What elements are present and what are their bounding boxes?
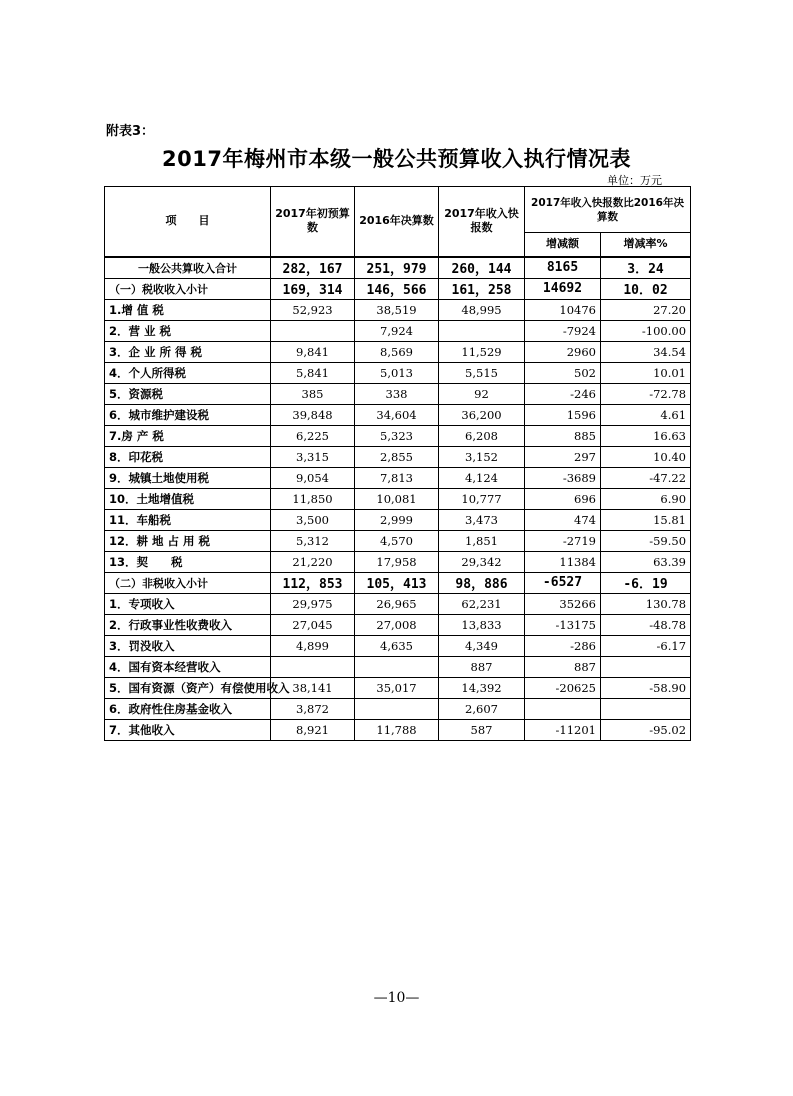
actual-2016-cell (355, 656, 439, 677)
diff-cell (525, 698, 601, 719)
table-row (105, 299, 691, 320)
rate-cell: 10.01 (601, 362, 691, 383)
rate-cell: -59.50 (601, 530, 691, 551)
unit-label: 单位：万元 (607, 174, 662, 187)
row-label: 1.增 值 税 (105, 299, 271, 320)
row-label: 2．营 业 税 (105, 320, 271, 341)
flash-cell: 6,208 (439, 425, 525, 446)
actual-2016-cell (355, 698, 439, 719)
budget-cell: 29,975 (271, 593, 355, 614)
diff-cell: 35266 (525, 593, 601, 614)
actual-2016-cell: 26,965 (355, 593, 439, 614)
actual-2016-cell: 17,958 (355, 551, 439, 572)
flash-cell: 98，886 (439, 572, 525, 593)
table-row (105, 698, 691, 719)
budget-cell (271, 320, 355, 341)
rate-cell: 6.90 (601, 488, 691, 509)
row-label: 5．资源税 (105, 383, 271, 404)
rate-cell: 34.54 (601, 341, 691, 362)
table-row (105, 614, 691, 635)
actual-2016-cell: 251，979 (355, 257, 439, 279)
rate-cell: -6.17 (601, 635, 691, 656)
row-label: 10．土地增值税 (105, 488, 271, 509)
flash-cell: 3,473 (439, 509, 525, 530)
table-row (105, 719, 691, 740)
flash-cell: 29,342 (439, 551, 525, 572)
header-actual-2016: 2016年决算数 (355, 187, 439, 257)
rate-cell: 16.63 (601, 425, 691, 446)
diff-cell: -7924 (525, 320, 601, 341)
appendix-label: 附表3： (106, 124, 155, 139)
row-label: 6．政府性住房基金收入 (105, 698, 271, 719)
rate-cell: -6．19 (601, 572, 691, 593)
flash-cell: 92 (439, 383, 525, 404)
row-label: 3．企 业 所 得 税 (105, 341, 271, 362)
diff-cell: 474 (525, 509, 601, 530)
budget-cell: 5,841 (271, 362, 355, 383)
diff-cell: 887 (525, 656, 601, 677)
diff-cell: -2719 (525, 530, 601, 551)
diff-cell: 2960 (525, 341, 601, 362)
actual-2016-cell: 338 (355, 383, 439, 404)
table-row (105, 320, 691, 341)
actual-2016-cell: 10,081 (355, 488, 439, 509)
flash-cell: 161，258 (439, 278, 525, 299)
flash-cell: 2,607 (439, 698, 525, 719)
row-label: 12．耕 地 占 用 税 (105, 530, 271, 551)
actual-2016-cell: 146，566 (355, 278, 439, 299)
flash-cell: 36,200 (439, 404, 525, 425)
budget-cell: 3,872 (271, 698, 355, 719)
actual-2016-cell: 2,855 (355, 446, 439, 467)
actual-2016-cell: 8,569 (355, 341, 439, 362)
table-row (105, 467, 691, 488)
header-item: 项 目 (105, 187, 271, 257)
rate-cell: -72.78 (601, 383, 691, 404)
row-label: 3．罚没收入 (105, 635, 271, 656)
diff-cell: 297 (525, 446, 601, 467)
table-row (105, 656, 691, 677)
rate-cell: -48.78 (601, 614, 691, 635)
row-label: 9．城镇土地使用税 (105, 467, 271, 488)
rate-cell: -47.22 (601, 467, 691, 488)
flash-cell: 3,152 (439, 446, 525, 467)
diff-cell: -11201 (525, 719, 601, 740)
flash-cell: 11,529 (439, 341, 525, 362)
row-label: （一）税收收入小计 (105, 278, 271, 299)
header-rate: 增减率% (601, 233, 691, 257)
rate-cell: -100.00 (601, 320, 691, 341)
revenue-table (104, 186, 691, 741)
diff-cell: -6527 (525, 572, 601, 593)
budget-cell: 52,923 (271, 299, 355, 320)
row-label: 2．行政事业性收费收入 (105, 614, 271, 635)
diff-cell: 1596 (525, 404, 601, 425)
diff-cell: -20625 (525, 677, 601, 698)
table-row (105, 425, 691, 446)
row-label: 6．城市维护建设税 (105, 404, 271, 425)
actual-2016-cell: 7,924 (355, 320, 439, 341)
table-row (105, 572, 691, 593)
flash-cell: 887 (439, 656, 525, 677)
flash-cell: 13,833 (439, 614, 525, 635)
diff-cell: -246 (525, 383, 601, 404)
budget-cell: 385 (271, 383, 355, 404)
row-label: 11．车船税 (105, 509, 271, 530)
flash-cell: 587 (439, 719, 525, 740)
flash-cell (439, 320, 525, 341)
table-row (105, 551, 691, 572)
rate-cell: 10.40 (601, 446, 691, 467)
budget-cell: 3,315 (271, 446, 355, 467)
budget-cell: 6,225 (271, 425, 355, 446)
actual-2016-cell: 38,519 (355, 299, 439, 320)
row-label: 7.房 产 税 (105, 425, 271, 446)
budget-cell: 9,054 (271, 467, 355, 488)
table-row (105, 530, 691, 551)
flash-cell: 62,231 (439, 593, 525, 614)
actual-2016-cell: 2,999 (355, 509, 439, 530)
table-body (105, 257, 691, 741)
diff-cell: -286 (525, 635, 601, 656)
budget-cell: 8,921 (271, 719, 355, 740)
actual-2016-cell: 5,323 (355, 425, 439, 446)
row-label: 5．国有资源（资产）有偿使用收入 (105, 677, 271, 698)
row-label: 4．国有资本经营收入 (105, 656, 271, 677)
row-label: 8．印花税 (105, 446, 271, 467)
table-row (105, 257, 691, 279)
diff-cell: -13175 (525, 614, 601, 635)
budget-cell: 3,500 (271, 509, 355, 530)
header-comparison-group: 2017年收入快报数比2016年决算数 (525, 187, 691, 233)
row-label: 一般公共算收入合计 (105, 257, 271, 279)
budget-cell: 38,141 (271, 677, 355, 698)
header-flash: 2017年收入快报数 (439, 187, 525, 257)
budget-cell: 169，314 (271, 278, 355, 299)
row-label: 7．其他收入 (105, 719, 271, 740)
actual-2016-cell: 35,017 (355, 677, 439, 698)
flash-cell: 1,851 (439, 530, 525, 551)
actual-2016-cell: 34,604 (355, 404, 439, 425)
actual-2016-cell: 5,013 (355, 362, 439, 383)
row-label: 13．契 税 (105, 551, 271, 572)
flash-cell: 260，144 (439, 257, 525, 279)
rate-cell: 10．02 (601, 278, 691, 299)
rate-cell: 130.78 (601, 593, 691, 614)
budget-cell: 5,312 (271, 530, 355, 551)
table-row (105, 488, 691, 509)
rate-cell: -58.90 (601, 677, 691, 698)
diff-cell: 885 (525, 425, 601, 446)
rate-cell: 3．24 (601, 257, 691, 279)
table-row (105, 635, 691, 656)
table-row (105, 509, 691, 530)
header-budget: 2017年初预算数 (271, 187, 355, 257)
diff-cell: 10476 (525, 299, 601, 320)
budget-cell: 27,045 (271, 614, 355, 635)
page-title: 2017年梅州市本级一般公共预算收入执行情况表 (162, 147, 631, 171)
rate-cell: 27.20 (601, 299, 691, 320)
actual-2016-cell: 4,570 (355, 530, 439, 551)
table-row (105, 278, 691, 299)
budget-cell: 39,848 (271, 404, 355, 425)
rate-cell: 63.39 (601, 551, 691, 572)
actual-2016-cell: 11,788 (355, 719, 439, 740)
diff-cell: 502 (525, 362, 601, 383)
flash-cell: 5,515 (439, 362, 525, 383)
diff-cell: -3689 (525, 467, 601, 488)
diff-cell: 11384 (525, 551, 601, 572)
row-label: 4．个人所得税 (105, 362, 271, 383)
actual-2016-cell: 105，413 (355, 572, 439, 593)
table-row (105, 593, 691, 614)
table-row (105, 404, 691, 425)
rate-cell: 15.81 (601, 509, 691, 530)
rate-cell: -95.02 (601, 719, 691, 740)
diff-cell: 8165 (525, 257, 601, 279)
budget-cell: 21,220 (271, 551, 355, 572)
flash-cell: 4,124 (439, 467, 525, 488)
row-label: 1．专项收入 (105, 593, 271, 614)
rate-cell (601, 698, 691, 719)
diff-cell: 696 (525, 488, 601, 509)
flash-cell: 10,777 (439, 488, 525, 509)
flash-cell: 48,995 (439, 299, 525, 320)
diff-cell: 14692 (525, 278, 601, 299)
budget-cell: 4,899 (271, 635, 355, 656)
actual-2016-cell: 27,008 (355, 614, 439, 635)
flash-cell: 4,349 (439, 635, 525, 656)
table-row (105, 341, 691, 362)
rate-cell (601, 656, 691, 677)
rate-cell: 4.61 (601, 404, 691, 425)
budget-cell: 11,850 (271, 488, 355, 509)
page-number: —10— (373, 990, 420, 1006)
budget-cell (271, 656, 355, 677)
header-diff: 增减额 (525, 233, 601, 257)
actual-2016-cell: 7,813 (355, 467, 439, 488)
table-row (105, 446, 691, 467)
table-row (105, 362, 691, 383)
actual-2016-cell: 4,635 (355, 635, 439, 656)
table-row (105, 677, 691, 698)
budget-cell: 282，167 (271, 257, 355, 279)
table-row (105, 383, 691, 404)
row-label: （二）非税收入小计 (105, 572, 271, 593)
budget-cell: 9,841 (271, 341, 355, 362)
flash-cell: 14,392 (439, 677, 525, 698)
budget-cell: 112，853 (271, 572, 355, 593)
